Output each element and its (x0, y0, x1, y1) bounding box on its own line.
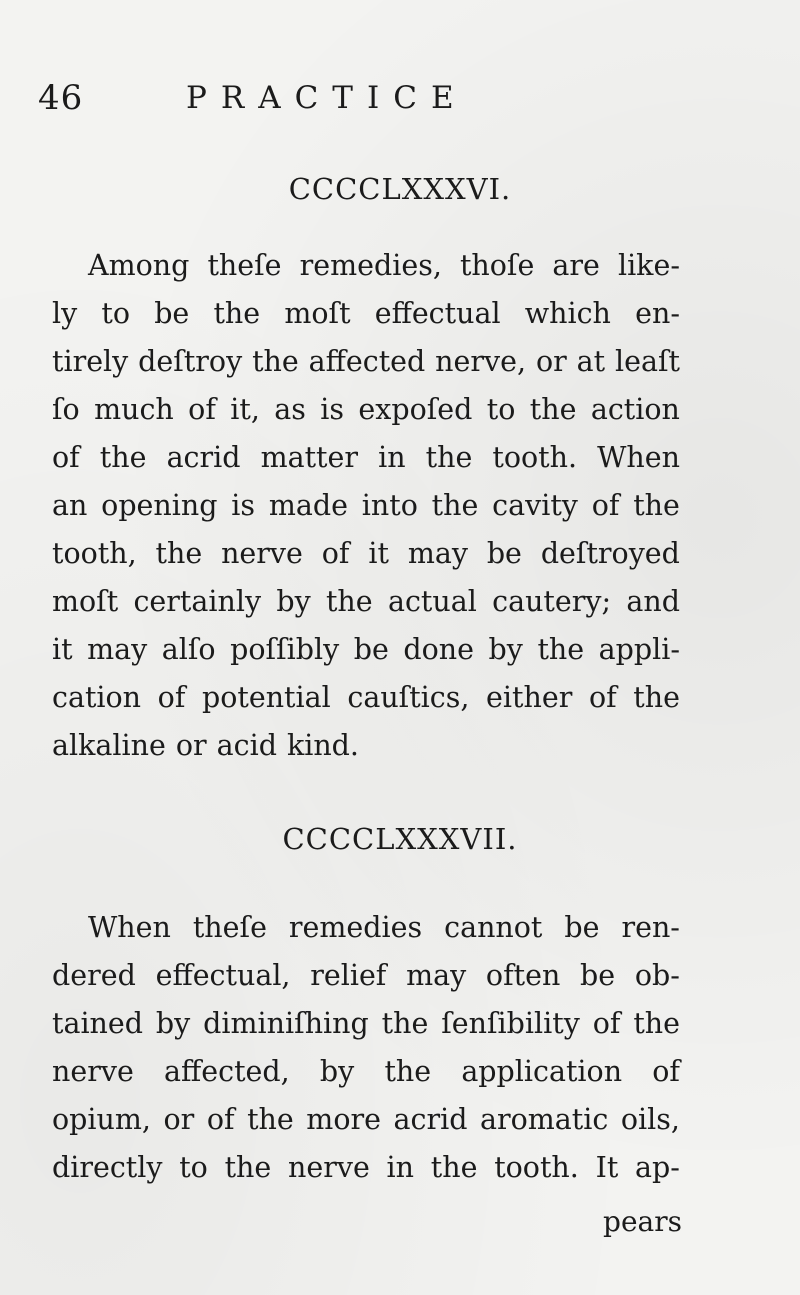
section-heading-cccclxxxvii: CCCCLXXXVII. (282, 822, 518, 856)
text-line: an opening is made into the cavity of the (52, 489, 680, 522)
text-line: tooth, the nerve of it may be deſtroyed (52, 537, 680, 570)
text-line: moſt certainly by the actual cautery; and (52, 585, 680, 618)
text-line: ſo much of it, as is expoſed to the action (52, 393, 680, 426)
page-header (38, 78, 738, 122)
text-line: directly to the nerve in the tooth. It ap- (52, 1151, 680, 1184)
text-line: opium, or of the more acrid aromatic oils, (52, 1103, 680, 1136)
paragraph-cccclxxxvi (52, 242, 680, 770)
text-line: dered effectual, relief may often be ob- (52, 959, 680, 992)
text-line: ly to be the moſt effectual which en- (52, 297, 680, 330)
catchword: pears (603, 1205, 682, 1238)
paragraph-cccclxxxvii (52, 904, 680, 1192)
text-line: tirely deſtroy the affected nerve, or at leaſt (52, 345, 680, 378)
section-heading-cccclxxxvi: CCCCLXXXVI. (288, 172, 512, 206)
text-line: of the acrid matter in the tooth. When (52, 441, 680, 474)
text-line: it may alſo poſſibly be done by the appli- (52, 633, 680, 666)
text-line: cation of potential cauſtics, either of the (52, 681, 680, 714)
running-head: PRACTICE (186, 80, 468, 116)
text-line: alkaline or acid kind. (52, 729, 359, 762)
text-line: When theſe remedies cannot be ren- (88, 911, 680, 944)
text-line: Among theſe remedies, thoſe are like- (88, 249, 680, 282)
text-line: tained by diminiſhing the ſenſibility of the (52, 1007, 680, 1040)
page-number: 46 (38, 78, 84, 118)
text-line: nerve affected, by the application of (52, 1055, 680, 1088)
